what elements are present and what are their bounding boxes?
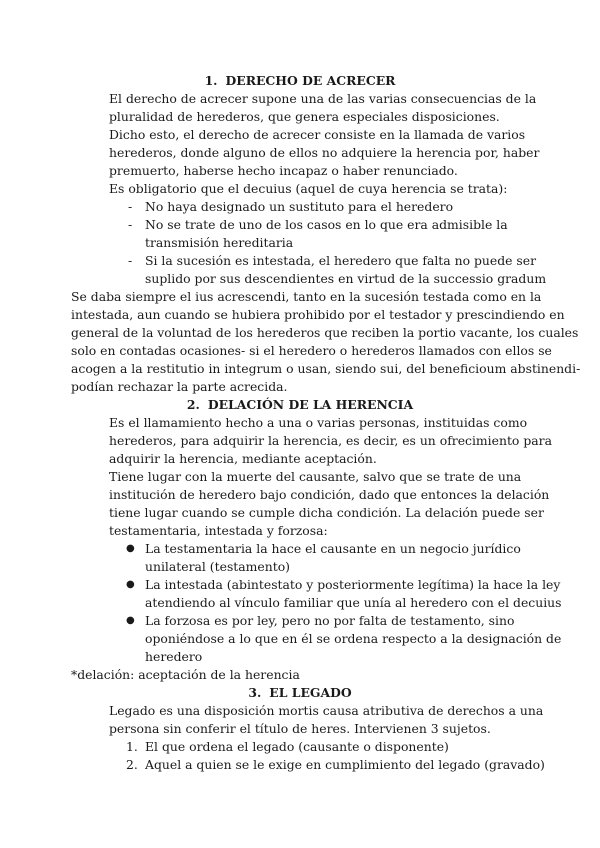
paragraph-line: acogen a la restitutio in integrum o usan, siendo sui, del beneficioum abstinendi- (71, 361, 581, 376)
paragraph-line: Se daba siempre el ius acrescendi, tanto en la sucesión testada como en la (71, 289, 542, 304)
paragraph-line: persona sin conferir el título de heres. Intervienen 3 sujetos. (109, 721, 491, 736)
number-marker: 2. (126, 757, 138, 772)
paragraph-line: herederos, donde alguno de ellos no adquiere la herencia por, haber (109, 145, 540, 160)
round-bullet: ● (126, 543, 135, 554)
section-1-title: DERECHO DE ACRECER (225, 73, 396, 88)
paragraph-line: El derecho de acrecer supone una de las varias consecuencias de la (109, 91, 537, 106)
list-item-line: atendiendo al vínculo familiar que unía al heredero con el decuius (145, 595, 562, 610)
list-item-line: Si la sucesión es intestada, el heredero que falta no puede ser (145, 253, 537, 268)
paragraph-line: herederos, para adquirir la herencia, es decir, es un ofrecimiento para (109, 433, 552, 448)
list-item-line: transmisión hereditaria (145, 235, 294, 250)
section-2-title: DELACIÓN DE LA HERENCIA (207, 397, 414, 412)
section-3-heading (0, 684, 600, 702)
section-3-number: 3. (248, 685, 262, 700)
list-item-line: No se trate de uno de los casos en lo que era admisible la (145, 217, 508, 232)
paragraph-line: Legado es una disposición mortis causa atributiva de derechos a una (109, 703, 544, 718)
paragraph-line: adquirir la herencia, mediante aceptación. (109, 451, 377, 466)
paragraph-line: premuerto, haberse hecho incapaz o haber renunciado. (109, 163, 458, 178)
round-bullet: ● (126, 579, 135, 590)
paragraph-line: testamentaria, intestada y forzosa: (109, 523, 328, 538)
paragraph-line: Dicho esto, el derecho de acrecer consiste en la llamada de varios (109, 127, 526, 142)
section-1-heading (0, 72, 600, 90)
list-item-line: Aquel a quien se le exige en cumplimiento del legado (gravado) (145, 757, 545, 772)
dash-bullet: - (128, 199, 133, 214)
list-item-line: La intestada (abintestato y posteriormente legítima) la hace la ley (145, 577, 561, 592)
paragraph-line: pluralidad de herederos, que genera especiales disposiciones. (109, 109, 500, 124)
section-1-number: 1. (204, 73, 218, 88)
paragraph-line: tiene lugar cuando se cumple dicha condición. La delación puede ser (109, 505, 544, 520)
section-2-number: 2. (186, 397, 200, 412)
paragraph-line: Es el llamamiento hecho a una o varias personas, instituidas como (109, 415, 528, 430)
list-item-line: La testamentaria la hace el causante en un negocio jurídico (145, 541, 521, 556)
dash-bullet: - (128, 253, 133, 268)
list-item-line: oponiéndose a lo que en él se ordena respecto a la designación de (145, 631, 562, 646)
list-item-line: No haya designado un sustituto para el heredero (145, 199, 454, 214)
dash-bullet: - (128, 217, 133, 232)
list-item-line: heredero (145, 649, 203, 664)
section-3-title: EL LEGADO (269, 685, 352, 700)
footnote: *delación: aceptación de la herencia (71, 667, 300, 682)
number-marker: 1. (126, 739, 138, 754)
paragraph-line: solo en contadas ocasiones- si el heredero o herederos llamados con ellos se (71, 343, 552, 358)
paragraph-line: intestada, aun cuando se hubiera prohibido por el testador y prescindiendo en (71, 307, 565, 322)
section-2-heading (0, 396, 600, 414)
paragraph-line: general de la voluntad de los herederos que reciben la portio vacante, los cuales (71, 325, 579, 340)
list-item-line: La forzosa es por ley, pero no por falta de testamento, sino (145, 613, 515, 628)
round-bullet: ● (126, 615, 135, 626)
paragraph-line: podían rechazar la parte acrecida. (71, 379, 288, 394)
paragraph-line: institución de heredero bajo condición, dado que entonces la delación (109, 487, 550, 502)
list-item-line: suplido por sus descendientes en virtud de la successio gradum (145, 271, 547, 286)
paragraph-line: Es obligatorio que el decuius (aquel de cuya herencia se trata): (109, 181, 508, 196)
list-item-line: unilateral (testamento) (145, 559, 291, 574)
list-item-line: El que ordena el legado (causante o disponente) (145, 739, 449, 754)
paragraph-line: Tiene lugar con la muerte del causante, salvo que se trate de una (109, 469, 522, 484)
